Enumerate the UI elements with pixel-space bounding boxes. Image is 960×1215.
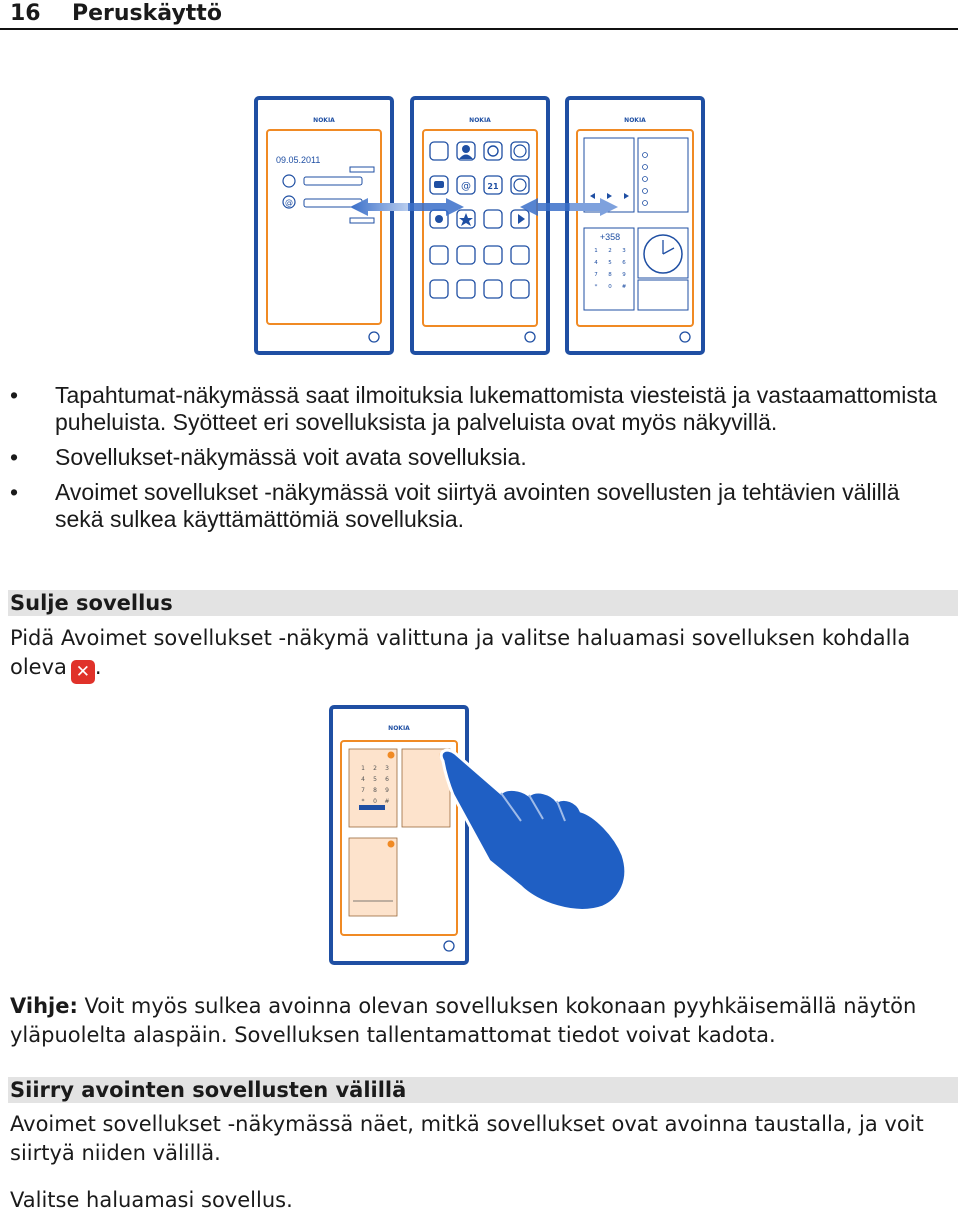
phone-applications-view bbox=[412, 98, 548, 353]
page-header bbox=[0, 0, 958, 30]
keypad-key: 4 bbox=[594, 260, 598, 266]
events-date: 09.05.2011 bbox=[276, 155, 321, 165]
section-heading-close-app: Sulje sovellus bbox=[8, 590, 958, 616]
keypad-key: * bbox=[361, 798, 365, 805]
svg-text:@: @ bbox=[285, 198, 293, 207]
tip-paragraph: Vihje: Voit myös sulkea avoinna olevan sovelluksen kokonaan pyyhkäisemällä näytön yläpuolelta alaspäin. Sovelluksen tallentamattomat tiedot voivat kadota. bbox=[10, 994, 917, 1047]
close-icon: ✕ bbox=[71, 660, 95, 684]
keypad-key: 0 bbox=[608, 284, 612, 290]
keypad-key: 6 bbox=[622, 260, 626, 266]
keypad-key: 6 bbox=[385, 776, 389, 783]
switch-apps-paragraph: Avoimet sovellukset -näkymässä näet, mitkä sovellukset ovat avoinna taustalla, ja voit siirtyä niiden välillä. bbox=[10, 1112, 924, 1165]
svg-text:@: @ bbox=[461, 181, 471, 192]
nokia-logo: NOKIA bbox=[313, 117, 335, 124]
page-number: 16 bbox=[10, 1, 41, 26]
keypad-key: 7 bbox=[361, 787, 365, 794]
svg-text:NOKIA: NOKIA bbox=[469, 117, 491, 124]
svg-text:NOKIA: NOKIA bbox=[624, 117, 646, 124]
phone-events-view bbox=[256, 98, 392, 353]
keypad-key: * bbox=[594, 284, 598, 290]
nokia-logo: NOKIA bbox=[388, 725, 410, 732]
phone-open-apps-view bbox=[567, 98, 703, 353]
keypad-key: 2 bbox=[373, 765, 377, 772]
list-item: • Avoimet sovellukset -näkymässä voit siirtyä avointen sovellusten ja tehtävien välillä sekä sulkea käyttämättömiä sovelluksia. bbox=[10, 479, 900, 532]
list-item: • Sovellukset-näkymässä voit avata sovelluksia. bbox=[10, 444, 527, 470]
keypad-key: 9 bbox=[385, 787, 389, 794]
keypad-key: 9 bbox=[622, 272, 626, 278]
keypad-key: 8 bbox=[608, 272, 612, 278]
keypad-key: 2 bbox=[608, 248, 612, 254]
select-app-paragraph: Valitse haluamasi sovellus. bbox=[10, 1188, 293, 1212]
close-app-illustration bbox=[325, 703, 640, 968]
keypad-key: 3 bbox=[622, 248, 626, 254]
home-views-illustration bbox=[250, 92, 710, 358]
keypad-key: 5 bbox=[373, 776, 377, 783]
keypad-key: 4 bbox=[361, 776, 365, 783]
section-heading-switch-apps: Siirry avointen sovellusten välillä bbox=[8, 1077, 958, 1103]
keypad-key: 3 bbox=[385, 765, 389, 772]
tip-label: Vihje: bbox=[10, 994, 78, 1018]
list-item: • Tapahtumat-näkymässä saat ilmoituksia lukemattomista viesteistä ja vastaamattomista puheluista. Syötteet eri sovelluksista ja palveluista ovat myös näkyvillä. bbox=[10, 382, 938, 435]
chapter-title: Peruskäyttö bbox=[72, 1, 222, 26]
keypad-key: # bbox=[384, 798, 390, 805]
keypad-key: 7 bbox=[594, 272, 598, 278]
keypad-key: 0 bbox=[373, 798, 377, 805]
keypad-key: 8 bbox=[373, 787, 377, 794]
keypad-key: 1 bbox=[594, 248, 598, 254]
calendar-icon: 21 bbox=[487, 182, 499, 191]
dial-number: +358 bbox=[599, 232, 621, 242]
close-app-paragraph: Pidä Avoimet sovellukset -näkymä valittuna ja valitse haluamasi sovelluksen kohdalla oleva ✕ . bbox=[10, 626, 911, 682]
keypad-key: 1 bbox=[361, 765, 365, 772]
view-description-list bbox=[10, 382, 950, 541]
keypad-key: 5 bbox=[608, 260, 612, 266]
keypad-key: # bbox=[621, 284, 627, 290]
